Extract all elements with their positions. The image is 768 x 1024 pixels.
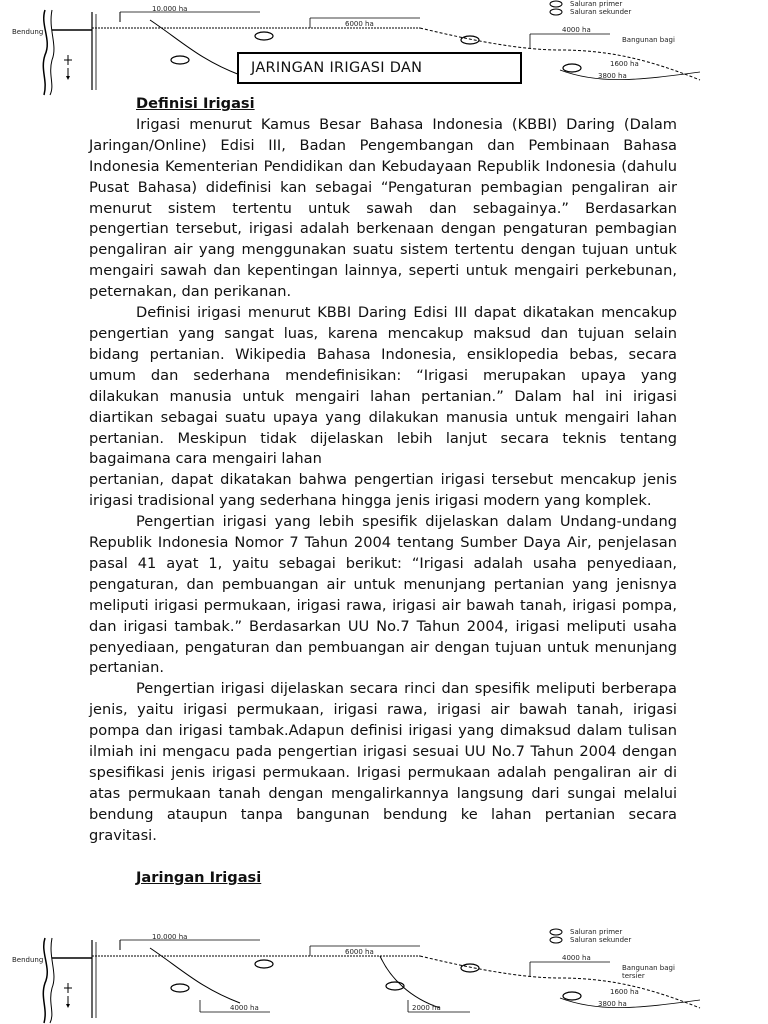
paragraph-3: pertanian, dapat dikatakan bahwa pengertian irigasi tersebut mencakup jenis irigasi tradisional yang sederhana hingga jenis irigasi modern yang komplek.	[89, 471, 677, 510]
area-10000-label: 10.000 ha	[152, 933, 188, 941]
area-2000-label: 2000 ha	[412, 1004, 441, 1012]
legend-primary: Saluran primer	[570, 928, 623, 936]
area-6000-label: 6000 ha	[345, 948, 374, 956]
bangunan-bagi-label: Bangunan bagi	[622, 964, 675, 972]
area-10000-label: 10.000 ha	[152, 5, 188, 13]
area-1600-label: 1600 ha	[610, 60, 639, 68]
irrigation-network-diagram-bottom	[0, 928, 768, 1024]
paragraph-1: Irigasi menurut Kamus Besar Bahasa Indonesia (KBBI) Daring (Dalam Jaringan/Online) Edisi III, Badan Pengembangan dan Pembinaan Bahasa Indonesia Kementerian Pendidikan dan Kebudayaan Republik Indonesia (dahulu Pusat Bahasa) didefinisi kan sebagai “Pengaturan pembagian pengaliran air menurut sistem tertentu untuk sawah dan sebagainya.” Berdasarkan pengertian tersebut, irigasi adalah berkenaan dengan pengaturan pembagian pengaliran air yang menggunakan suatu sistem tertentu dengan tujuan untuk mengairi sawah dan kepentingan lainnya, seperti untuk mengairi perkebunan, peternakan, dan perikanan.	[89, 115, 677, 301]
area-1600-label: 1600 ha	[610, 988, 639, 996]
area-6000-label: 6000 ha	[345, 20, 374, 28]
heading-definisi-irigasi: Definisi Irigasi	[136, 95, 255, 112]
document-body	[89, 94, 677, 889]
area-3800-label: 3800 ha	[598, 72, 627, 80]
area-4000-low-label: 4000 ha	[230, 1004, 259, 1012]
section-title-box: JARINGAN IRIGASI DAN	[237, 52, 522, 84]
bendung-label: Bendung	[12, 956, 44, 964]
area-4000-label: 4000 ha	[562, 26, 591, 34]
bendung-label: Bendung	[12, 28, 44, 36]
area-4000-label: 4000 ha	[562, 954, 591, 962]
heading-jaringan-irigasi: Jaringan Irigasi	[136, 868, 262, 886]
network-diagram-svg-bottom	[0, 928, 768, 1024]
paragraph-4: Pengertian irigasi yang lebih spesifik dijelaskan dalam Undang-undang Republik Indonesia Nomor 7 Tahun 2004 tentang Sumber Daya Air, penjelasan pasal 41 ayat 1, yaitu sebagai berikut: “Irigasi adalah usaha penyediaan, pengaturan, dan pembuangan air untuk menunjang pertanian yang jenisnya meliputi irigasi permukaan, irigasi rawa, irigasi air bawah tanah, irigasi pompa, dan irigasi tambak.” Berdasarkan UU No.7 Tahun 2004, irigasi meliputi usaha penyediaan, pengaturan dan pembuangan air dengan tujuan untuk menunjang pertanian.	[89, 513, 677, 677]
legend-primary: Saluran primer	[570, 0, 623, 8]
legend-secondary: Saluran sekunder	[570, 8, 632, 16]
paragraph-5: Pengertian irigasi dijelaskan secara rinci dan spesifik meliputi berberapa jenis, yaitu irigasi permukaan, irigasi rawa, irigasi air bawah tanah, irigasi pompa dan irigasi tambak.Adapun definisi irigasi yang dimaksud dalam tulisan ilmiah ini mengacu pada pengertian irigasi sesuai UU No.7 Tahun 2004 dengan spesifikasi jenis irigasi permukaan. Irigasi permukaan adalah pengaliran air di atas permukaan tanah dengan mengalirkannya langsung dari sungai melalui bendung ataupun tanpa bangunan bendung ke lahan pertanian secara gravitasi.	[89, 680, 677, 844]
paragraph-2: Definisi irigasi menurut KBBI Daring Edisi III dapat dikatakan mencakup pengertian yang sangat luas, karena mencakup maksud dan tujuan selain bidang pertanian. Wikipedia Bahasa Indonesia, ensiklopedia bebas, secara umum dan sederhana mendefinisikan: “Irigasi merupakan upaya yang dilakukan manusia untuk mengairi lahan pertanian.” Dalam hal ini irigasi diartikan sebagai suatu upaya yang dilakukan manusia untuk mengairi lahan pertanian. Meskipun tidak dijelaskan lebih lanjut secara teknis tentang bagaimana cara mengairi lahan	[89, 304, 677, 468]
tersier-label: tersier	[622, 972, 645, 980]
legend-secondary: Saluran sekunder	[570, 936, 632, 944]
bangunan-bagi-label: Bangunan bagi	[622, 36, 675, 44]
area-3800-label: 3800 ha	[598, 1000, 627, 1008]
